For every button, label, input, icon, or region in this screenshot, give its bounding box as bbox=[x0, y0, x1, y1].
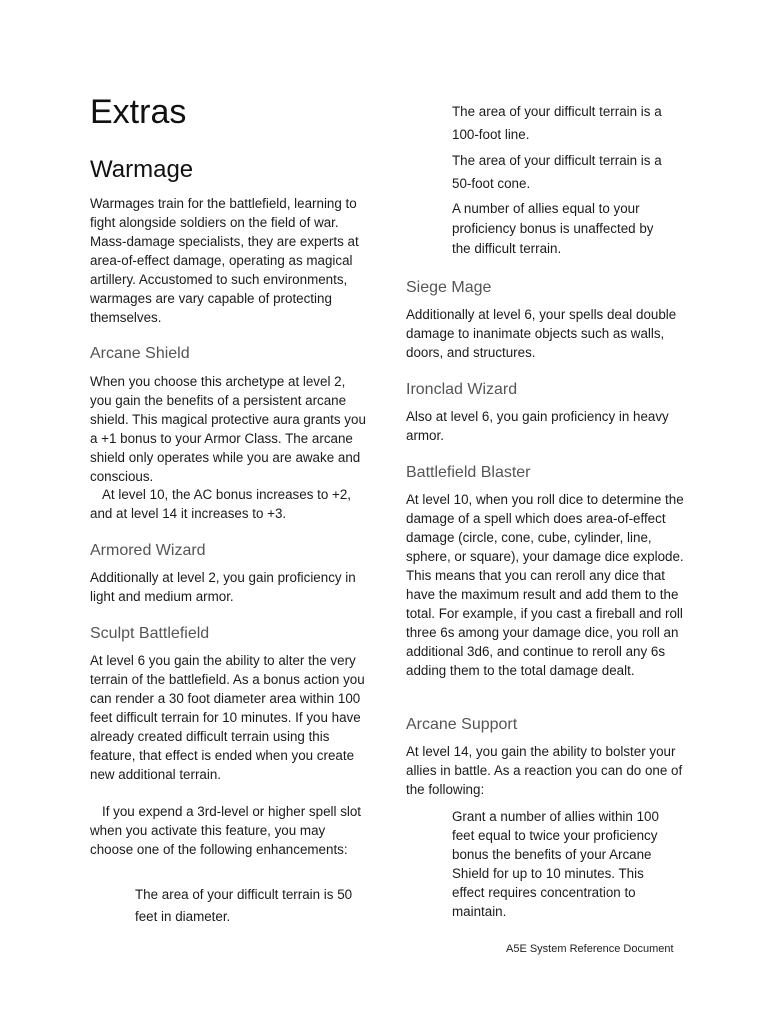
arcane-shield-paragraph-1: When you choose this archetype at level 2, you gain the benefits of a persistent arcane shield. This magical protective aura grants you a +1 bonus to your Armor Class. The arcane shield only operates while you are awake and conscious. bbox=[90, 374, 366, 484]
chapter-title: Warmage bbox=[90, 156, 194, 183]
enhancement-option-cone: The area of your difficult terrain is a 50-foot cone. bbox=[452, 153, 662, 191]
enhancement-option-diameter: The area of your difficult terrain is 50 feet in diameter. bbox=[135, 887, 353, 924]
heading-battlefield-blaster: Battlefield Blaster bbox=[406, 464, 531, 481]
arcane-support-paragraph: At level 14, you gain the ability to bolster your allies in battle. As a reaction you can do one of the following: bbox=[406, 744, 683, 797]
intro-paragraph: Warmages train for the battlefield, learning to fight alongside soldiers on the field of war. Mass-damage specialists, they are experts at area-of-effect damage, operating as magical artillery. Accustomed to such environments, warmages are vary capable of protecting themselves. bbox=[90, 196, 359, 325]
siege-mage-paragraph: Additionally at level 6, your spells deal double damage to inanimate objects such as walls, doors, and structures. bbox=[406, 307, 677, 360]
sculpt-battlefield-paragraph-1: At level 6 you gain the ability to alter the very terrain of the battlefield. As a bonus action you can render a 30 foot diameter area within 100 feet difficult terrain for 10 minutes. If you have already created difficult terrain using this feature, that effect is ended when you create new additional terrain. bbox=[90, 653, 365, 782]
battlefield-blaster-paragraph: At level 10, when you roll dice to determine the damage of a spell which does area-of-effect damage (circle, cone, cube, cylinder, line, sphere, or square), your damage dice explode. This means that you can reroll any dice that have the maximum result and add them to the total. For example, if you cast a fireball and roll three 6s among your damage dice, you roll an additional 3d6, and continue to reroll any 6s adding them to the total damage dealt. bbox=[406, 492, 684, 678]
sculpt-battlefield-paragraph-2: If you expend a 3rd-level or higher spell slot when you activate this feature, you may choose one of the following enhancements: bbox=[90, 804, 362, 857]
heading-ironclad-wizard: Ironclad Wizard bbox=[406, 381, 518, 398]
heading-arcane-shield: Arcane Shield bbox=[90, 345, 190, 362]
heading-siege-mage: Siege Mage bbox=[406, 279, 492, 296]
arcane-support-option: Grant a number of allies within 100 feet equal to twice your proficiency bonus the benefits of your Arcane Shield for up to 10 minutes. This effect requires concentration to maintain. bbox=[452, 809, 659, 919]
ironclad-wizard-paragraph: Also at level 6, you gain proficiency in heavy armor. bbox=[406, 409, 669, 443]
page-title: Extras bbox=[90, 93, 187, 131]
enhancement-option-allies: A number of allies equal to your proficiency bonus is unaffected by the difficult terrain. bbox=[452, 201, 654, 256]
arcane-shield-paragraph-2: At level 10, the AC bonus increases to +2, and at level 14 it increases to +3. bbox=[90, 487, 351, 521]
heading-sculpt-battlefield: Sculpt Battlefield bbox=[90, 625, 210, 642]
armored-wizard-paragraph: Additionally at level 2, you gain proficiency in light and medium armor. bbox=[90, 570, 356, 604]
footer-source: A5E System Reference Document bbox=[506, 943, 674, 955]
heading-armored-wizard: Armored Wizard bbox=[90, 542, 206, 559]
enhancement-option-line: The area of your difficult terrain is a 100-foot line. bbox=[452, 104, 662, 142]
heading-arcane-support: Arcane Support bbox=[406, 716, 518, 733]
